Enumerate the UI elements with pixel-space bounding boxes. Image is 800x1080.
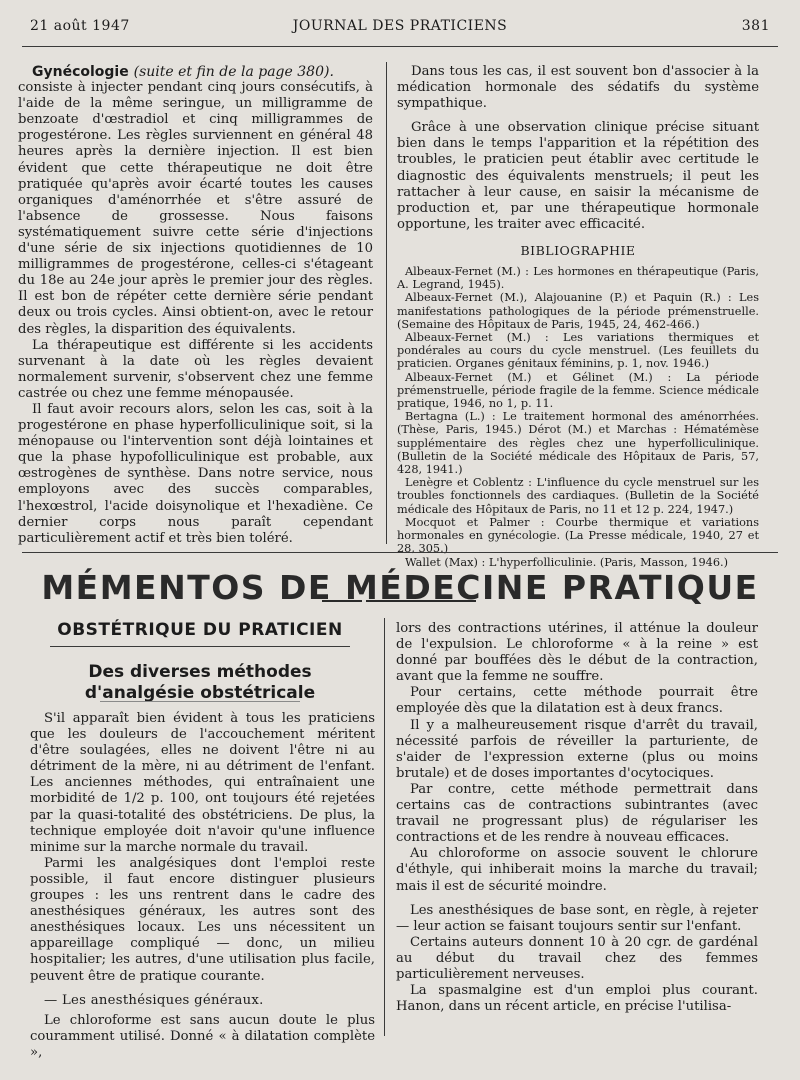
paragraph: Par contre, cette méthode permettrait dans certains cas de contractions subintrantes (avec travail ne progressant plus) de régulariser les contractions et de les rendre à nouveau efficaces.: [396, 781, 758, 846]
bibliography-entry: Albeaux-Fernet (M.) : Les variations thermiques et pondérales au cours du cycle menstruel. (Les feuillets du praticien. Organes génitaux féminins, p. 1, nov. 1946.): [397, 331, 759, 371]
paragraph: Les anesthésiques de base sont, en règle, à rejeter — leur action se faisant toujours sentir sur l'enfant.: [396, 902, 758, 934]
paragraph: Pour certains, cette méthode pourrait être employée dès que la dilatation est à deux francs.: [396, 685, 758, 717]
section-heading: [18, 64, 373, 80]
title-underline: [322, 600, 362, 602]
obstetrics-column: [30, 711, 375, 1061]
page-number: 381: [741, 18, 770, 34]
paragraph: Certains auteurs donnent 10 à 20 cgr. de gardénal au début du travail chez des femmes particulièrement nerveuses.: [396, 934, 758, 982]
bibliography-heading: BIBLIOGRAPHIE: [520, 242, 636, 258]
column-divider: [386, 62, 387, 544]
bibliography-entry: Albeaux-Fernet (M.) : Les hormones en thérapeutique (Paris, A. Legrand, 1945).: [397, 265, 759, 292]
bibliography-entry: Mocquot et Palmer : Courbe thermique et variations hormonales en gynécologie. (La Presse médicale, 1940, 27 et 28, 305.): [397, 515, 759, 556]
bibliography-entry: Lenègre et Coblentz : L'influence du cycle menstruel sur les troubles fonctionnels des cardiaques. (Bulletin de la Société médicale des Hôpitaux de Paris, no 11 et 12 p. 224, 1947.): [397, 476, 759, 516]
article-title-line: Des diverses méthodes: [88, 662, 312, 682]
section-name: Gynécologie: [32, 64, 129, 80]
bibliography-entry: Albeaux-Fernet (M.), Alajouanine (P.) et Paquin (R.) : Les manifestations pathologiques de la période prémenstruelle. (Semaine des Hôpitaux de Paris, 1945, 24, 462-466.): [397, 291, 759, 331]
paragraph: Parmi les analgésiques dont l'emploi reste possible, il faut encore distinguer plusieurs groupes : les uns rentrent dans le cadre des anesthésiques généraux, les autres sont des anesthésiques locaux. Les uns nécessitent un appareillage compliqué — donc, un milieu hospitalier; les autres, d'une utilisation plus facile, peuvent être de pratique courante.: [30, 855, 375, 984]
paragraph: Il y a malheureusement risque d'arrêt du travail, nécessité parfois de réveiller la parturiente, de s'aider de l'expression externe (plus ou moins brutale) et de doses importantes d'ocytociques.: [396, 717, 758, 781]
paragraph: Le chloroforme est sans aucun doute le plus couramment utilisé. Donné « à dilatation complète »,: [30, 1012, 375, 1060]
bibliography-entry: Albeaux-Fernet (M.) et Gélinet (M.) : La période prémenstruelle, période fragile de la femme. Science médicale pratique, 1946, no 1, p. 11.: [397, 370, 759, 411]
bibliography-entry: Bertagna (L.) : Le traitement hormonal des aménorrhées. (Thèse, Paris, 1945.) Dérot (M.) et Marchas : Hématémèse supplémentaire des règles chez une hyperfolliculinique. (Bulletin de la Société médicale des Hôpitaux de Paris, 57, 428, 1941.): [397, 410, 759, 477]
paragraph: lors des contractions utérines, il atténue la douleur de l'expulsion. Le chloroforme « à la reine » est donné par bouffées dès le début de la contraction, avant que la femme ne souffre.: [396, 621, 758, 685]
rubric-rule: [50, 646, 350, 647]
title-underline: [366, 600, 476, 602]
section-rule: [22, 552, 778, 553]
paragraph: Dans tous les cas, il est souvent bon d'associer à la médication hormonale des sédatifs du système sympathique.: [397, 64, 759, 112]
header-rule: [22, 46, 778, 47]
mementos-title: MÉMENTOS DE MÉDECINE PRATIQUE: [41, 568, 759, 607]
paragraph: Il faut avoir recours alors, selon les cas, soit à la progestérone en phase hyperfolliculinique soit, si la ménopause ou l'intervention sont déjà lointaines et que la phase hypofolliculinique est probable, aux œstrogènes de synthèse. Dans notre service, nous employons avec des succès comparables, l'hexœstrol, l'acide doisynolique et l'hexadiène. Ce dernier corps nous paraît cependant particulièrement actif et très bien toléré.: [18, 401, 373, 546]
rubric-title: OBSTÉTRIQUE DU PRATICIEN: [57, 620, 343, 640]
article-title: [30, 662, 370, 704]
obstetrics-column-2: [396, 621, 758, 1015]
paragraph: consiste à injecter pendant cinq jours consécutifs, à l'aide de la même seringue, un milligramme de benzoate d'œstradiol et cinq milligrammes de progestérone. Les règles surviennent en général 48 heures après la dernière injection. Il est bien évident que cette thérapeutique ne doit être pratiquée qu'après avoir écarté toutes les causes organiques d'aménorrhée et s'être assuré de l'absence de grossesse. Nous faisons systématiquement suivre cette série d'injections d'une série de six injections quotidiennes de 10 milligrammes de progestérone, celles-ci s'étageant du 18e au 24e jour après le premier jour des règles. Il est bon de répéter cette dernière série pendant deux ou trois cycles. Ainsi obtient-on, avec le retour des règles, la disparition des équivalents.: [18, 80, 373, 337]
paragraph: La thérapeutique est différente si les accidents survenant à la date où les règles devaient normalement survenir, s'observent chez une femme castrée ou chez une femme ménopausée.: [18, 337, 373, 401]
paragraph: S'il apparaît bien évident à tous les praticiens que les douleurs de l'accouchement méritent d'être soulagées, elles ne doivent l'être ni au détriment de la mère, ni au détriment de l'enfant. Les anciennes méthodes, qui entraînaient une morbidité de 1/2 p. 100, ont toujours été rejetées par la quasi-totalité des obstétriciens. De plus, la technique employée doit n'avoir qu'une influence minime sur la marche normale du travail.: [30, 711, 375, 855]
conclusion-column: [397, 64, 759, 569]
paragraph: Au chloroforme on associe souvent le chlorure d'éthyle, qui inhiberait moins la marche du travail; mais il est de sécurité moindre.: [396, 846, 758, 894]
title-rule: [100, 701, 300, 702]
column-divider: [384, 618, 385, 1036]
paragraph: La spasmalgine est d'un emploi plus courant. Hanon, dans un récent article, en précise l'utilisa-: [396, 983, 758, 1015]
bibliography-entry: Wallet (Max) : L'hyperfolliculinie. (Paris, Masson, 1946.): [405, 555, 729, 569]
bibliography-list: [397, 265, 759, 569]
continuation-note: (suite et fin de la page 380).: [133, 64, 334, 80]
issue-date: 21 août 1947: [30, 18, 130, 34]
paragraph: Grâce à une observation clinique précise situant bien dans le temps l'apparition et la répétition des troubles, le praticien peut établir avec certitude le diagnostic des équivalents menstruels; il peut les rattacher à leur cause, en saisir la mécanisme de production et, par une thérapeutique hormonale opportune, les traiter avec efficacité.: [397, 120, 759, 232]
gynecology-column: [18, 64, 373, 547]
journal-name: JOURNAL DES PRATICIENS: [292, 18, 508, 34]
article-title-line: d'analgésie obstétricale: [84, 683, 316, 703]
subheading: — Les anesthésiques généraux.: [44, 992, 264, 1008]
running-header: [30, 18, 770, 40]
